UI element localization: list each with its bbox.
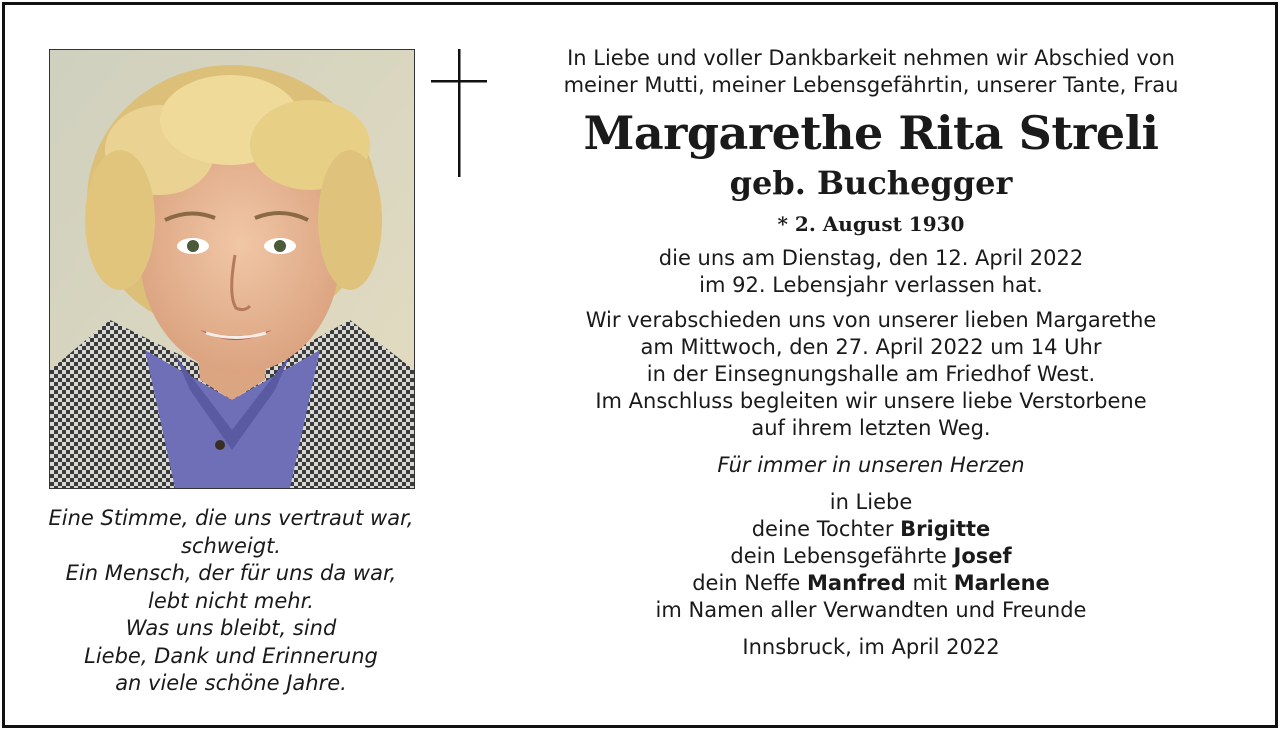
farewell-line: auf ihrem letzten Weg. — [751, 416, 991, 440]
farewell-line: Im Anschluss begleiten wir unsere liebe Verstorbene — [595, 389, 1147, 413]
mourner-partner — [545, 543, 1197, 570]
deceased-name: Margarethe Rita Streli — [583, 106, 1159, 160]
obituary-text — [545, 45, 1197, 661]
obituary-card — [2, 2, 1278, 728]
mourner-name: Marlene — [953, 571, 1050, 595]
mourner-relation: deine Tochter — [751, 517, 894, 541]
poem-line: lebt nicht mehr. — [148, 588, 314, 613]
mourner-name: Brigitte — [900, 517, 991, 541]
portrait-photo — [49, 49, 415, 489]
motto: Für immer in unseren Herzen — [717, 453, 1025, 477]
place-date: Innsbruck, im April 2022 — [742, 635, 1000, 659]
mourner-relatives: im Namen aller Verwandten und Freunde — [655, 598, 1087, 622]
mourner-relation: dein Lebensgefährte — [730, 544, 947, 568]
farewell-line: in der Einsegnungshalle am Friedhof West. — [646, 362, 1096, 386]
in-love-line: in Liebe — [829, 490, 913, 514]
death-line: die uns am Dienstag, den 12. April 2022 — [658, 246, 1084, 270]
farewell-line: Wir verabschieden uns von unserer lieben Margarethe — [585, 308, 1157, 332]
poem-line: Eine Stimme, die uns vertraut war, — [48, 506, 414, 530]
mourner-conjunction: mit — [912, 571, 948, 595]
intro-line: In Liebe und voller Dankbarkeit nehmen wir Abschied von — [567, 46, 1175, 70]
maiden-name: geb. Buchegger — [729, 164, 1013, 202]
intro-line: meiner Mutti, meiner Lebensgefährtin, unserer Tante, Frau — [563, 73, 1179, 97]
birth-date: * 2. August 1930 — [777, 212, 965, 236]
poem-line: schweigt. — [181, 533, 281, 558]
mourner-nephew — [545, 570, 1197, 597]
death-line: im 92. Lebensjahr verlassen hat. — [699, 273, 1043, 297]
cross-icon — [431, 49, 491, 179]
poem-line: Ein Mensch, der für uns da war, — [65, 561, 397, 585]
poem-line: an viele schöne Jahre. — [115, 671, 347, 695]
mourner-name: Josef — [953, 544, 1012, 568]
poem-line: Liebe, Dank und Erinnerung — [84, 643, 378, 668]
mourner-daughter — [545, 516, 1197, 543]
mourner-name: Manfred — [807, 571, 906, 595]
poem — [25, 505, 437, 698]
poem-line: Was uns bleibt, sind — [125, 616, 337, 640]
farewell-line: am Mittwoch, den 27. April 2022 um 14 Uhr — [640, 335, 1102, 359]
mourner-relation: dein Neffe — [692, 571, 801, 595]
